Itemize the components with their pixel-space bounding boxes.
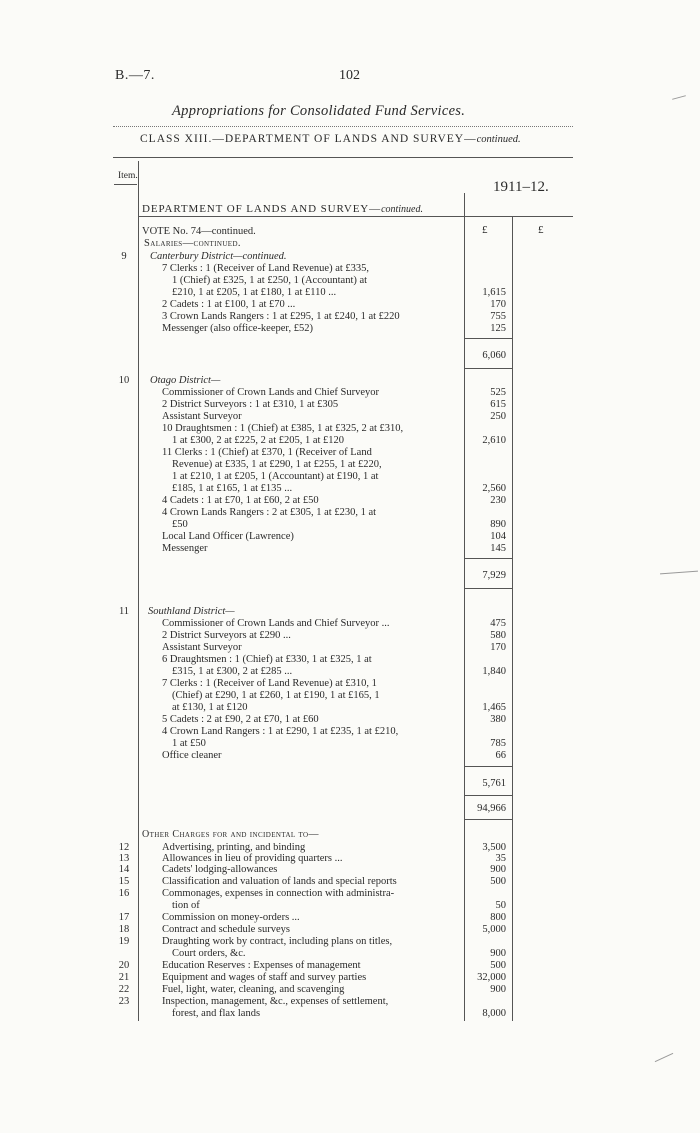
- table-row: Contract and schedule surveys: [162, 924, 291, 935]
- table-row: Commission on money-orders ...: [162, 912, 300, 923]
- table-row: 3 Crown Lands Rangers : 1 at £295, 1 at £240, 1 at £220: [162, 311, 400, 322]
- running-title: Appropriations for Consolidated Fund Services.: [172, 103, 466, 119]
- row-amount: 380: [490, 714, 506, 725]
- row-amount: 525: [490, 387, 506, 398]
- subtotal-rule: [464, 819, 512, 820]
- table-row: Inspection, management, &c., expenses of settlement,: [162, 996, 389, 1007]
- row-amount: 3,500: [482, 842, 506, 853]
- table-row: Allowances in lieu of providing quarters ...: [162, 853, 343, 864]
- district-total: 6,060: [482, 350, 506, 361]
- year-column-header: 1911–12.: [493, 179, 549, 195]
- row-amount: 145: [490, 543, 506, 554]
- table-row: Assistant Surveyor: [162, 642, 242, 653]
- subtotal-rule: [464, 795, 512, 796]
- item-number: 19: [118, 936, 130, 947]
- item-number: 13: [118, 853, 130, 864]
- row-amount: 170: [490, 299, 506, 310]
- table-row: tion of: [172, 900, 200, 911]
- scan-mark: [672, 95, 686, 100]
- row-amount: 35: [495, 853, 506, 864]
- table-row: 11 Clerks : 1 (Chief) at £370, 1 (Receiver of Land: [162, 447, 372, 458]
- row-amount: 615: [490, 399, 506, 410]
- table-row: Local Land Officer (Lawrence): [162, 531, 294, 542]
- table-row: 4 Crown Land Rangers : 1 at £290, 1 at £235, 1 at £210,: [162, 726, 399, 737]
- item-number: 17: [118, 912, 130, 923]
- item-column-rule: [138, 161, 139, 1021]
- row-amount: 900: [490, 948, 506, 959]
- item-number: 22: [118, 984, 130, 995]
- row-amount: 104: [490, 531, 506, 542]
- item-number: 16: [118, 888, 130, 899]
- item-number: 15: [118, 876, 130, 887]
- district-title: Canterbury District—continued.: [150, 251, 287, 262]
- table-row: 1 at £300, 2 at £225, 2 at £205, 1 at £120: [172, 435, 345, 446]
- row-amount: 170: [490, 642, 506, 653]
- table-row: Messenger: [162, 543, 208, 554]
- row-amount: 5,000: [482, 924, 506, 935]
- department-title: DEPARTMENT OF LANDS AND SURVEY—continued.: [142, 203, 423, 215]
- district-title: Otago District—: [150, 375, 221, 386]
- row-amount: 900: [490, 984, 506, 995]
- table-row: (Chief) at £290, 1 at £260, 1 at £190, 1 at £165, 1: [172, 690, 380, 701]
- subtotal-rule: [464, 558, 512, 559]
- table-row: at £130, 1 at £120: [172, 702, 248, 713]
- table-row: £210, 1 at £205, 1 at £180, 1 at £110 ...: [172, 287, 337, 298]
- table-row: Equipment and wages of staff and survey parties: [162, 972, 367, 983]
- column-header-rule: [138, 216, 573, 217]
- class-rule: [113, 157, 573, 158]
- subtotal-rule: [464, 588, 512, 589]
- table-row: Commissioner of Crown Lands and Chief Surveyor ...: [162, 618, 390, 629]
- table-row: 7 Clerks : 1 (Receiver of Land Revenue) at £335,: [162, 263, 370, 274]
- scan-mark: [655, 1053, 674, 1062]
- table-row: Advertising, printing, and binding: [162, 842, 306, 853]
- table-row: Fuel, light, water, cleaning, and scavenging: [162, 984, 345, 995]
- item-number: 10: [118, 375, 130, 386]
- total-column-rule: [512, 217, 513, 1021]
- subtotal-rule: [464, 766, 512, 767]
- row-amount: 900: [490, 864, 506, 875]
- row-amount: 1,615: [482, 287, 506, 298]
- page-reference: B.—7.: [115, 68, 155, 83]
- table-row: forest, and flax lands: [172, 1008, 261, 1019]
- row-amount: 230: [490, 495, 506, 506]
- row-amount: 32,000: [477, 972, 506, 983]
- item-number: 20: [118, 960, 130, 971]
- row-amount: 580: [490, 630, 506, 641]
- table-row: Messenger (also office-keeper, £52): [162, 323, 313, 334]
- currency-sign-amount: £: [482, 224, 488, 236]
- item-number: 14: [118, 864, 130, 875]
- class-title: CLASS XIII.—DEPARTMENT OF LANDS AND SURVEY—continued.: [140, 133, 521, 145]
- salaries-grand-total: 94,966: [477, 803, 506, 814]
- amount-column-rule: [464, 193, 465, 1021]
- table-row: Cadets' lodging-allowances: [162, 864, 278, 875]
- item-number: 9: [121, 251, 127, 262]
- row-amount: 1,840: [482, 666, 506, 677]
- row-amount: 8,000: [482, 1008, 506, 1019]
- header-rule: [113, 126, 573, 127]
- table-row: 1 (Chief) at £325, 1 at £250, 1 (Accountant) at: [172, 275, 368, 286]
- scan-mark: [660, 571, 698, 575]
- row-amount: 2,610: [482, 435, 506, 446]
- item-number: 23: [118, 996, 130, 1007]
- row-amount: 66: [495, 750, 506, 761]
- district-total: 7,929: [482, 570, 506, 581]
- row-amount: 500: [490, 876, 506, 887]
- row-amount: 785: [490, 738, 506, 749]
- salaries-heading: Salaries—continued.: [144, 238, 241, 249]
- row-amount: 800: [490, 912, 506, 923]
- table-row: 5 Cadets : 2 at £90, 2 at £70, 1 at £60: [162, 714, 319, 725]
- table-row: 7 Clerks : 1 (Receiver of Land Revenue) at £310, 1: [162, 678, 377, 689]
- row-amount: 1,465: [482, 702, 506, 713]
- row-amount: 755: [490, 311, 506, 322]
- row-amount: 250: [490, 411, 506, 422]
- item-number: 12: [118, 842, 130, 853]
- table-row: 4 Crown Lands Rangers : 2 at £305, 1 at £230, 1 at: [162, 507, 377, 518]
- table-row: 1 at £210, 1 at £205, 1 (Accountant) at £190, 1 at: [172, 471, 379, 482]
- district-total: 5,761: [482, 778, 506, 789]
- table-row: Office cleaner: [162, 750, 222, 761]
- table-row: Assistant Surveyor: [162, 411, 242, 422]
- table-row: 4 Cadets : 1 at £70, 1 at £60, 2 at £50: [162, 495, 319, 506]
- row-amount: 50: [495, 900, 506, 911]
- row-amount: 500: [490, 960, 506, 971]
- item-header-rule: [114, 184, 137, 185]
- row-amount: 475: [490, 618, 506, 629]
- table-row: £50: [172, 519, 188, 530]
- district-title: Southland District—: [148, 606, 235, 617]
- item-number: 11: [118, 606, 130, 617]
- page-number: 102: [339, 68, 360, 83]
- currency-sign-total: £: [538, 224, 544, 236]
- table-row: Court orders, &c.: [172, 948, 246, 959]
- row-amount: 125: [490, 323, 506, 334]
- table-row: 2 Cadets : 1 at £100, 1 at £70 ...: [162, 299, 296, 310]
- table-row: 6 Draughtsmen : 1 (Chief) at £330, 1 at £325, 1 at: [162, 654, 372, 665]
- row-amount: 2,560: [482, 483, 506, 494]
- table-row: Revenue) at £335, 1 at £290, 1 at £255, 1 at £220,: [172, 459, 382, 470]
- subtotal-rule: [464, 368, 512, 369]
- other-charges-heading: Other Charges for and incidental to—: [142, 829, 319, 840]
- table-row: Commonages, expenses in connection with administra-: [162, 888, 395, 899]
- table-row: 2 District Surveyors : 1 at £310, 1 at £305: [162, 399, 339, 410]
- table-row: Classification and valuation of lands and special reports: [162, 876, 397, 887]
- table-row: Commissioner of Crown Lands and Chief Surveyor: [162, 387, 379, 398]
- vote-heading: VOTE No. 74—continued.: [142, 226, 256, 237]
- table-row: £185, 1 at £165, 1 at £135 ...: [172, 483, 293, 494]
- row-amount: 890: [490, 519, 506, 530]
- item-column-header: Item.: [118, 171, 138, 181]
- table-row: 2 District Surveyors at £290 ...: [162, 630, 291, 641]
- table-row: Draughting work by contract, including plans on titles,: [162, 936, 393, 947]
- item-number: 21: [118, 972, 130, 983]
- subtotal-rule: [464, 338, 512, 339]
- table-row: £315, 1 at £300, 2 at £285 ...: [172, 666, 293, 677]
- table-row: Education Reserves : Expenses of management: [162, 960, 361, 971]
- table-row: 1 at £50: [172, 738, 206, 749]
- item-number: 18: [118, 924, 130, 935]
- table-row: 10 Draughtsmen : 1 (Chief) at £385, 1 at £325, 2 at £310,: [162, 423, 404, 434]
